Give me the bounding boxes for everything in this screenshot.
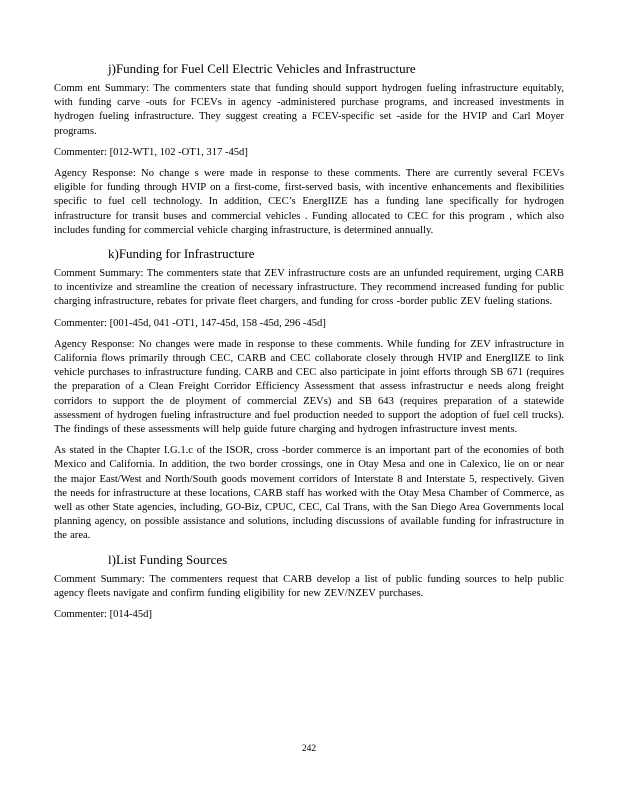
page-number: 242: [301, 744, 317, 754]
page-content: [54, 60, 564, 629]
section-heading-list-funding-sources: l)List Funding Sources: [108, 551, 228, 567]
agency-response: Agency Response: No change s were made in response to these comments. There are currently several FCEVs eligible for funding through HVIP on a first-come, first-served basis, with incentive enhancements and flexibilities specific to fuel cell technology. In addition, CEC’s EnergIIZE has a funding lane specifically for hydrogen infrastructure for transit buses and commercial vehicles . Funding allocated to CEC for this program , which also includes funding for commercial vehicle charging infrastructure, is determined annually.: [54, 168, 564, 236]
comment-summary: Comment Summary: The commenters request that CARB develop a list of public funding sources to help public agency fleets navigate and confirm funding eligibility for new ZEV/NZEV purchases.: [54, 573, 564, 599]
comment-summary: Comm ent Summary: The commenters state that funding should support hydrogen fueling infrastructure equitably, with funding carve -outs for FCEVs in agency -administered purchase programs, and increased investments in hydrogen fueling infrastructure. They suggest creating a FCEV-specific set -aside for the HVIP and Carl Moyer programs.: [54, 83, 564, 137]
section-heading-infrastructure-funding: k)Funding for Infrastructure: [108, 246, 255, 262]
agency-response-continued: As stated in the Chapter I.G.1.c of the ISOR, cross -border commerce is an important part of the economies of both Mexico and California. In addition, the two border crossings, one in Otay Mesa and one in Calexico, lie on or near the major East/West and North/South goods movement corridors of Interstate 8 and Interstate 5, respectively. Given the needs for infrastructure at these locations, CARB staff has worked with the Otay Mesa Chamber of Commerce, as well as other State agencies, including, GO-Biz, CPUC, CEC, Cal Trans, with the San Diego Area Governments local planning agency, on possible assistance and solutions, including discussions of available funding for infrastructure in the area.: [54, 445, 564, 542]
commenter-list: Commenter: [012-WT1, 102 -OT1, 317 -45d]: [54, 146, 248, 158]
commenter-list: Commenter: [001-45d, 041 -OT1, 147-45d, 158 -45d, 296 -45d]: [54, 317, 326, 329]
comment-summary: Comment Summary: The commenters state that ZEV infrastructure costs are an unfunded requirement, urging CARB to incentivize and streamline the creation of necessary infrastructure. They recommend increased funding for public charging infrastructure, rebates for private fleet chargers, and funding for cross -border public ZEV fueling stations.: [54, 268, 564, 308]
section-heading-fcev-funding: j)Funding for Fuel Cell Electric Vehicles and Infrastructure: [108, 61, 416, 76]
agency-response: Agency Response: No changes were made in response to these comments. While funding for ZEV infrastructure in California flows primarily through CEC, CARB and CEC collaborate closely through HVIP and EnergIIZE to link vehicle purchases to infrastructure funding. CARB and CEC also participate in joint efforts through SB 671 (requires the preparation of a Clean Freight Corridor Efficiency Assessment that assess infrastructur e needs along freight corridors to support the de ployment of commercial ZEVs) and SB 643 (requires preparation of a statewide assessment of hydrogen fueling infrastructure and fuel production needed to support the adoption of fuel cell trucks). The findings of these assessments will help guide future charging and hydrogen infrastructure invest ments.: [54, 338, 564, 436]
commenter-list: Commenter: [014-45d]: [54, 609, 152, 621]
